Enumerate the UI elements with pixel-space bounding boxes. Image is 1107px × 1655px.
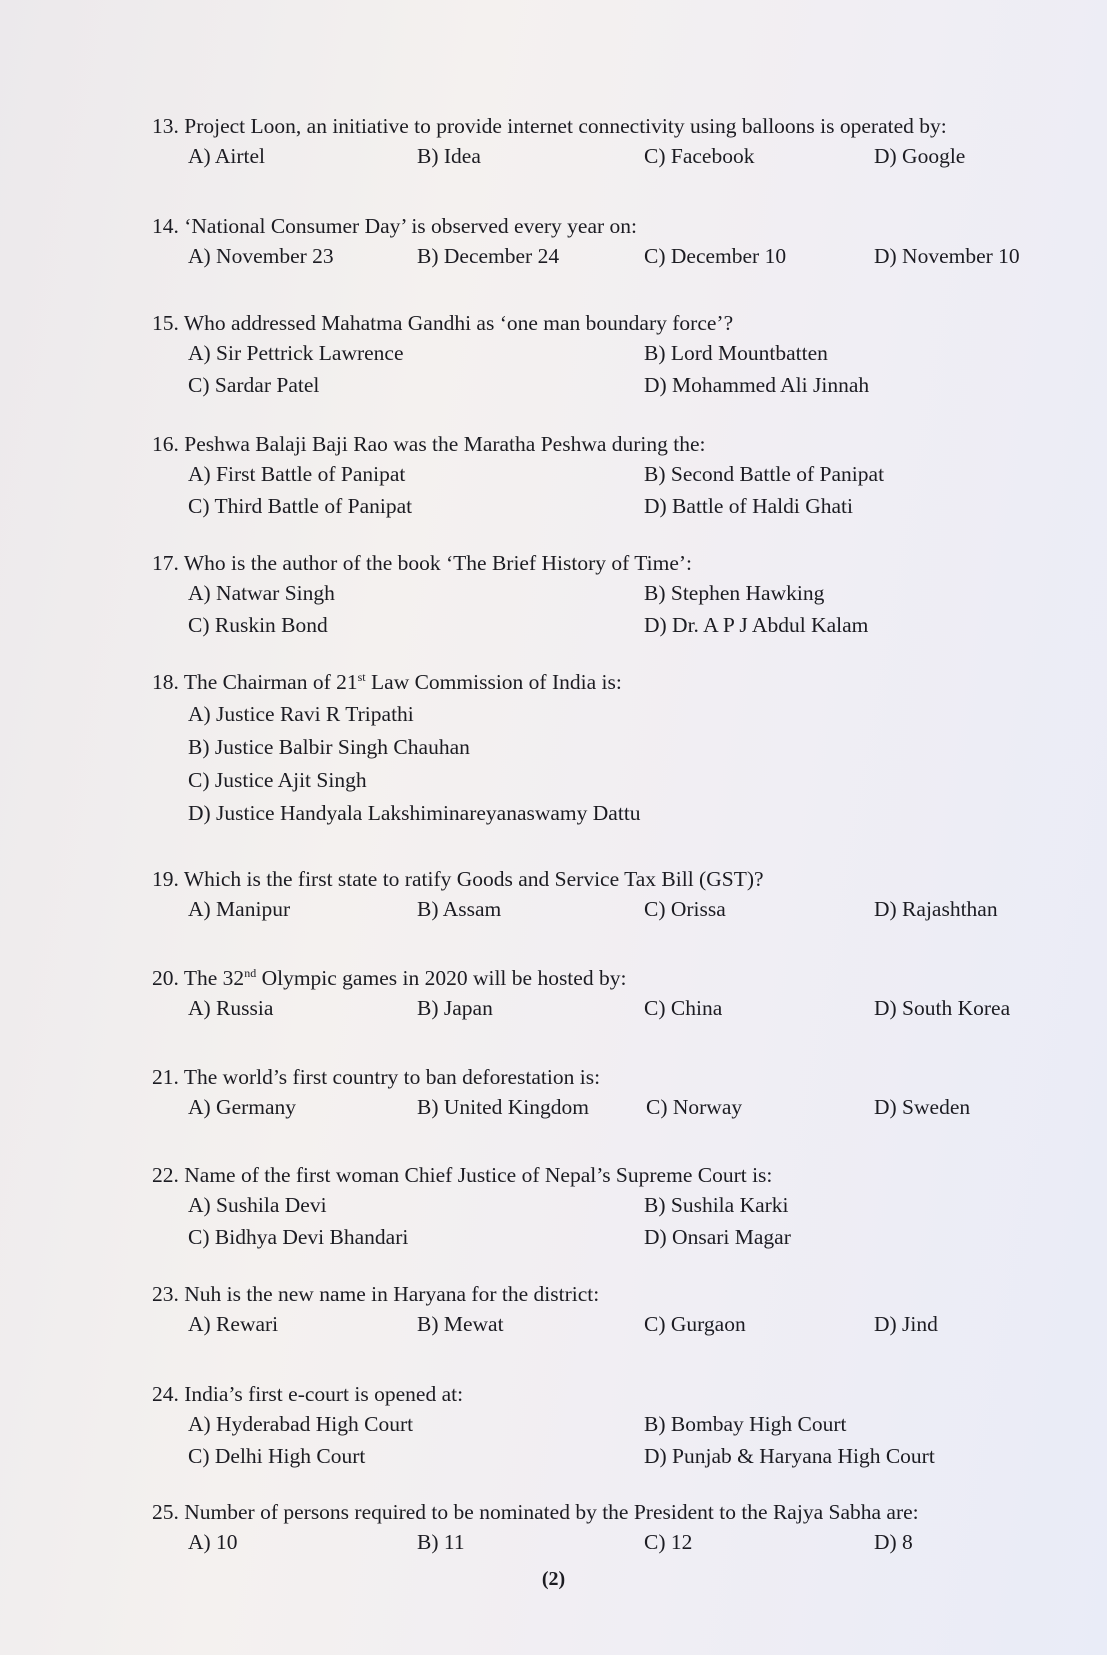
option-a: A) Sir Pettrick Lawrence: [188, 341, 404, 365]
options-row: [152, 1312, 1097, 1344]
option-c: C) Orissa: [644, 897, 726, 921]
options-row: [152, 1444, 1097, 1476]
question-text: Peshwa Balaji Baji Rao was the Maratha Peshwa during the:: [184, 432, 706, 456]
option-c: C) 12: [644, 1530, 693, 1554]
question-number: 15.: [152, 311, 179, 335]
question-number: 18.: [152, 670, 179, 694]
option-c: C) Bidhya Devi Bhandari: [188, 1225, 409, 1249]
option-b: B) Idea: [417, 144, 481, 168]
question-19: [152, 865, 1097, 929]
ordinal-suffix: st: [357, 669, 366, 684]
options-row: [152, 897, 1097, 929]
option-d: D) Mohammed Ali Jinnah: [644, 373, 870, 397]
question-number: 23.: [152, 1282, 179, 1306]
option-a: A) Justice Ravi R Tripathi: [188, 702, 414, 726]
question-14: [152, 212, 1097, 276]
option-b: B) 11: [417, 1530, 465, 1554]
question-24: [152, 1380, 1097, 1476]
question-text-part: Law Commission of India is:: [365, 670, 622, 694]
option-d: D) Onsari Magar: [644, 1225, 791, 1249]
question-18: [152, 668, 1097, 830]
question-text-part: Olympic games in 2020 will be hosted by:: [256, 966, 627, 990]
question-number: 16.: [152, 432, 179, 456]
options-row: [152, 581, 1097, 613]
question-text: Nuh is the new name in Haryana for the district:: [184, 1282, 600, 1306]
options-row: [152, 1412, 1097, 1444]
question-text: Who addressed Mahatma Gandhi as ‘one man boundary force’?: [183, 311, 734, 335]
option-a: A) Germany: [188, 1095, 297, 1119]
options-row: [152, 1225, 1097, 1257]
option-c: C) Gurgaon: [644, 1312, 746, 1336]
option-b: B) Assam: [417, 897, 502, 921]
question-15: [152, 309, 1097, 405]
option-d: D) Sweden: [874, 1095, 971, 1119]
question-text: Which is the first state to ratify Goods and Service Tax Bill (GST)?: [183, 867, 764, 891]
option-b: B) Japan: [417, 996, 493, 1020]
option-a: A) November 23: [188, 244, 334, 268]
options-row: [152, 494, 1097, 526]
question-number: 25.: [152, 1500, 179, 1524]
options-row: [152, 462, 1097, 494]
option-c: C) Delhi High Court: [188, 1444, 366, 1468]
options-row: [152, 373, 1097, 405]
option-d: D) 8: [874, 1530, 913, 1554]
option-a: A) Manipur: [188, 897, 291, 921]
option-d: D) Justice Handyala Lakshiminareyanaswamy Dattu: [188, 801, 641, 825]
question-number: 19.: [152, 867, 179, 891]
option-c: C) China: [644, 996, 723, 1020]
options-row: [152, 1095, 1097, 1127]
question-text-part: The 32: [183, 966, 245, 990]
question-text: The world’s first country to ban deforestation is:: [183, 1065, 601, 1089]
option-a: A) Russia: [188, 996, 274, 1020]
question-21: [152, 1063, 1097, 1127]
option-a: A) Rewari: [188, 1312, 279, 1336]
options-row: [152, 613, 1097, 645]
option-d: D) Jind: [874, 1312, 938, 1336]
option-d: D) Battle of Haldi Ghati: [644, 494, 853, 518]
option-c: C) Sardar Patel: [188, 373, 320, 397]
option-c: C) Ruskin Bond: [188, 613, 328, 637]
question-number: 17.: [152, 551, 179, 575]
options-row: [152, 996, 1097, 1028]
option-a: A) Airtel: [188, 144, 266, 168]
ordinal-suffix: nd: [244, 965, 257, 980]
question-22: [152, 1161, 1097, 1257]
page-number: (2): [541, 1568, 566, 1590]
option-c: C) Facebook: [644, 144, 755, 168]
option-a: A) Hyderabad High Court: [188, 1412, 414, 1436]
option-b: B) Stephen Hawking: [644, 581, 825, 605]
option-c: C) Norway: [646, 1095, 743, 1119]
option-c: C) Third Battle of Panipat: [188, 494, 413, 518]
option-d: D) Dr. A P J Abdul Kalam: [644, 613, 869, 637]
question-text: Project Loon, an initiative to provide internet connectivity using balloons is operated by:: [184, 114, 947, 138]
option-d: D) Punjab & Haryana High Court: [644, 1444, 935, 1468]
option-b: B) Second Battle of Panipat: [644, 462, 885, 486]
options-row: [152, 341, 1097, 373]
question-25: [152, 1498, 1097, 1562]
question-text: Who is the author of the book ‘The Brief History of Time’:: [183, 551, 693, 575]
option-b: B) Sushila Karki: [644, 1193, 789, 1217]
option-d: D) November 10: [874, 244, 1020, 268]
question-number: 13.: [152, 114, 179, 138]
option-a: A) 10: [188, 1530, 238, 1554]
options-row: [152, 244, 1097, 276]
options-list: [152, 698, 1097, 830]
option-d: D) Google: [874, 144, 966, 168]
question-number: 14.: [152, 214, 179, 238]
question-text-part: The Chairman of 21: [183, 670, 358, 694]
question-23: [152, 1280, 1097, 1344]
options-row: [152, 144, 1097, 176]
option-b: B) Lord Mountbatten: [644, 341, 828, 365]
option-b: B) December 24: [417, 244, 560, 268]
option-d: D) South Korea: [874, 996, 1011, 1020]
question-number: 24.: [152, 1382, 179, 1406]
question-number: 20.: [152, 966, 179, 990]
option-b: B) Mewat: [417, 1312, 504, 1336]
option-b: B) Bombay High Court: [644, 1412, 847, 1436]
option-c: C) Justice Ajit Singh: [188, 768, 367, 792]
question-13: [152, 112, 1097, 176]
question-20: [152, 964, 1097, 1028]
option-d: D) Rajashthan: [874, 897, 998, 921]
question-17: [152, 549, 1097, 645]
option-b: B) United Kingdom: [417, 1095, 589, 1119]
question-text: Number of persons required to be nominated by the President to the Rajya Sabha are:: [184, 1500, 919, 1524]
option-b: B) Justice Balbir Singh Chauhan: [188, 735, 470, 759]
question-number: 21.: [152, 1065, 179, 1089]
question-text: ‘National Consumer Day’ is observed every year on:: [184, 214, 637, 238]
option-c: C) December 10: [644, 244, 787, 268]
option-a: A) Natwar Singh: [188, 581, 335, 605]
option-a: A) First Battle of Panipat: [188, 462, 406, 486]
options-row: [152, 1193, 1097, 1225]
question-text: India’s first e-court is opened at:: [184, 1382, 464, 1406]
option-a: A) Sushila Devi: [188, 1193, 327, 1217]
question-text: Name of the first woman Chief Justice of Nepal’s Supreme Court is:: [184, 1163, 773, 1187]
question-number: 22.: [152, 1163, 179, 1187]
question-16: [152, 430, 1097, 526]
options-row: [152, 1530, 1097, 1562]
